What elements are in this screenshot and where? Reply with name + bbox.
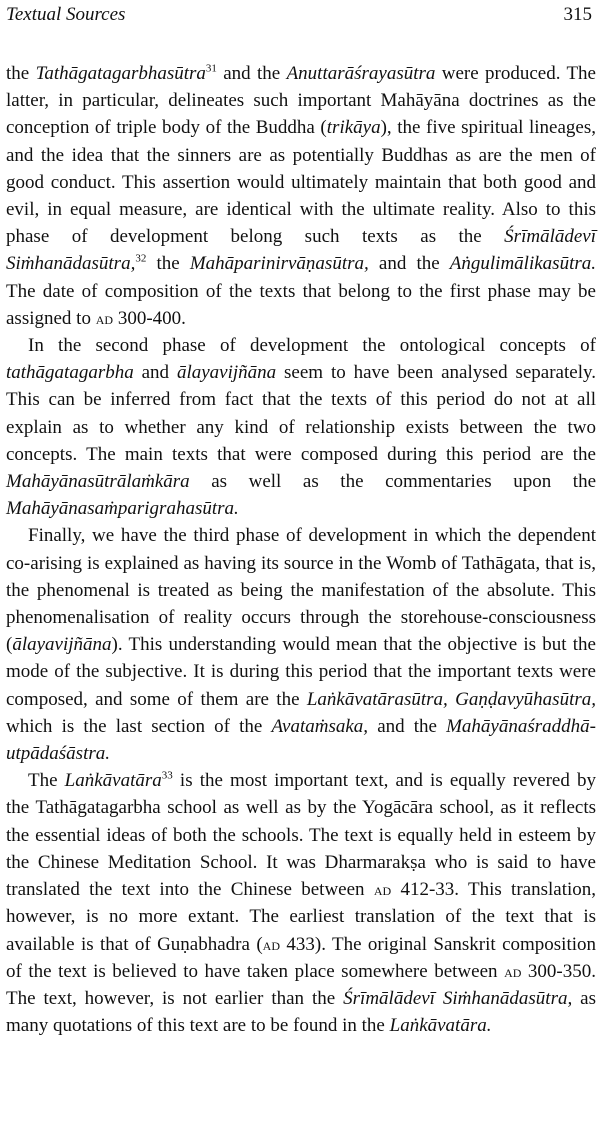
small-caps-era: ad [95, 308, 114, 328]
text-run: seem to have been analysed separately. This can be inferred from fact that the texts of this period do not at all explain as to whether any kind of relationship exists between the two concepts. The main texts that were composed during this period are the [6, 362, 596, 465]
body-text [6, 60, 596, 1039]
small-caps-era: ad [373, 880, 392, 900]
text-run: 300-350. The text, however, is not earlier than the [6, 960, 597, 1009]
text-run: as well as the commentaries upon the [189, 471, 596, 493]
italic-term: Śrīmālādevī Siṁhanādasūtra, [343, 987, 573, 1009]
text-run: ). This understanding would mean that the objective is but the mode of the subjective. It is during this period that the important texts were composed, and some of them are the [6, 634, 596, 710]
small-caps-era: ad [504, 961, 522, 981]
text-run: and the [368, 715, 447, 737]
page-number: 315 [563, 4, 592, 25]
text-run: which is the last section of the [6, 715, 272, 737]
text-run: and [133, 362, 177, 384]
italic-term: Mahāyānasūtrālaṁkāra [6, 471, 190, 493]
italic-term: Aṅgulimālikasūtra. [449, 253, 596, 275]
text-run: is the most important text, and is equally revered by the Tathāgatagarbha school as well as by the Yogācāra school, as it reflects the essential ideas of both the schools. The text is equally held in esteem by the Chinese Meditation School. It was Dharmarakṣa who is said to have translated the text into the Chinese between [6, 770, 596, 901]
paragraph [6, 767, 596, 1039]
italic-term: Śrīmālādevī Siṁhanādasūtra, [6, 226, 596, 275]
footnote-ref: 31 [205, 62, 217, 75]
text-run: the [6, 63, 36, 84]
text-run: Finally, we have the third phase of development in which the dependent co-arising is explained as having its source in the Womb of Tathāgata, that is, the phenomenal is treated as being the manifestation of the absolute. This phenomenalisation of reality occurs through the storehouse-consciousness ( [6, 525, 596, 656]
footnote-ref: 32 [135, 253, 147, 266]
italic-term: Laṅkāvatāra. [389, 1015, 492, 1037]
running-head: Textual Sources [6, 4, 126, 25]
text-run: were produced. The latter, in particular, delineates such important Mahāyāna doctrines as the conception of triple body of the Buddha ( [6, 63, 596, 139]
italic-term: Avataṁsaka, [271, 715, 369, 737]
italic-term: ālayavijñāna [12, 634, 112, 656]
small-caps-era: ad [262, 934, 280, 954]
text-run: and the [216, 63, 287, 84]
italic-term: Mahāparinirvāṇasūtra, [189, 253, 369, 275]
page-header [6, 4, 596, 34]
italic-term: Mahāyānasaṁparigrahasūtra. [6, 498, 239, 520]
italic-term: Tathāgatagarbhasūtra [35, 63, 206, 84]
paragraph [6, 60, 596, 332]
text-run: and the [368, 253, 450, 275]
text-run: The [28, 770, 65, 792]
italic-term: Laṅkāvatāra [64, 770, 162, 792]
italic-term: trikāya [326, 117, 381, 139]
paragraph [6, 522, 596, 767]
text-run: the [146, 253, 190, 275]
text-run: ), the five spiritual lineages, and the idea that the sinners are as potentially Buddhas as are the men of good conduct. This assertion would ultimately maintain that both good and evil, in equal measure, are identical with the ultimate reality. Also to this phase of development belong such texts as the [6, 117, 596, 248]
italic-term: ālayavijñāna [176, 362, 277, 384]
italic-term: Anuttarāśrayasūtra [286, 63, 436, 84]
text-run: 412-33. This translation, however, is no more extant. The earliest translation of the text that is available is that of Guṇabhadra ( [6, 879, 597, 955]
italic-term: Mahāyānaśraddhā-utpādaśāstra. [6, 715, 596, 765]
text-run: 300-400. [113, 307, 186, 329]
text-run: 433). The original Sanskrit composition of the text is believed to have taken place somewhere between [6, 933, 597, 982]
italic-term: Laṅkāvatārasūtra, Gaṇḍavyūhasūtra, [306, 688, 596, 710]
text-run: In the second phase of development the ontological concepts of [28, 335, 596, 357]
text-run: The date of composition of the texts that belong to the first phase may be assigned to [6, 280, 596, 329]
paragraph [6, 332, 596, 522]
text-run: as many quotations of this text are to be found in the [6, 987, 597, 1037]
footnote-ref: 33 [161, 769, 173, 782]
italic-term: tathāgatagarbha [6, 362, 134, 384]
